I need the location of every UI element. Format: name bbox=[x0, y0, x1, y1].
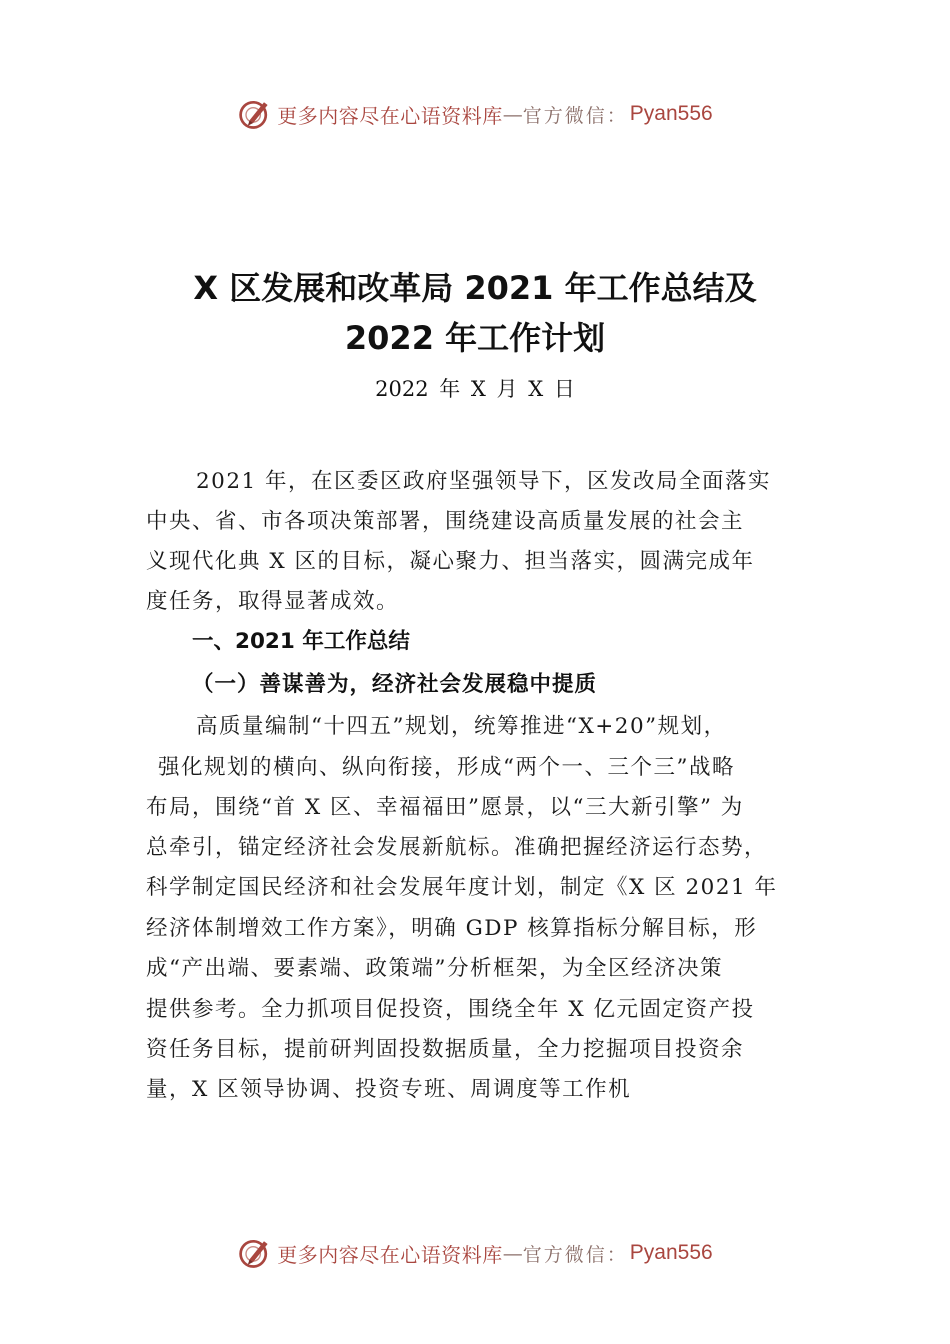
body-line: 资任务目标，提前研判固投数据质量，全力挖掘项目投资余 bbox=[146, 1037, 745, 1062]
banner-wechat-id: Pyan556 bbox=[629, 102, 713, 125]
header-watermark-banner bbox=[0, 94, 950, 134]
body-line: 提供参考。全力抓项目促投资，围绕全年 X 亿元固定资产投 bbox=[146, 997, 755, 1022]
banner-wechat-label: 官方微信： bbox=[522, 104, 628, 127]
intro-line: 2021 年，在区委区政府坚强领导下，区发改局全面落实 bbox=[196, 469, 772, 494]
body-line: 经济体制增效工作方案》，明确 GDP 核算指标分解目标，形 bbox=[146, 916, 758, 941]
pen-logo-icon bbox=[237, 1235, 273, 1271]
section-heading: 一、2021 年工作总结 bbox=[192, 629, 410, 654]
banner-wechat-id: Pyan556 bbox=[629, 1241, 713, 1264]
body-line: 量，X 区领导协调、投资专班、周调度等工作机 bbox=[146, 1077, 632, 1102]
intro-line: 中央、省、市各项决策部署，围绕建设高质量发展的社会主 bbox=[146, 509, 745, 534]
body-line: 科学制定国民经济和社会发展年度计划，制定《X 区 2021 年 bbox=[146, 875, 778, 900]
body-line: 强化规划的横向、纵向衔接，形成“两个一、三个三”战略 bbox=[158, 755, 735, 780]
banner-dash: — bbox=[502, 102, 523, 126]
intro-line: 度任务，取得显著成效。 bbox=[146, 589, 400, 614]
intro-line: 义现代化典 X 区的目标，凝心聚力、担当落实，圆满完成年 bbox=[146, 549, 755, 574]
banner-site-text: 更多内容尽在心语资料库 bbox=[277, 103, 503, 128]
footer-watermark-banner bbox=[0, 1233, 950, 1273]
document-title-line1: X 区发展和改革局 2021 年工作总结及 bbox=[193, 269, 757, 307]
body-line: 布局，围绕“首 X 区、幸福福田”愿景，以“三大新引擎” 为 bbox=[146, 795, 744, 820]
subsection-heading: （一）善谋善为，经济社会发展稳中提质 bbox=[192, 672, 598, 697]
body-line: 高质量编制“十四五”规划，统筹推进“X+20”规划， bbox=[196, 714, 727, 739]
body-line: 总牵引，锚定经济社会发展新航标。准确把握经济运行态势， bbox=[146, 835, 768, 860]
banner-site-text: 更多内容尽在心语资料库 bbox=[277, 1242, 503, 1267]
document-title-line2: 2022 年工作计划 bbox=[344, 319, 606, 357]
banner-dash: — bbox=[502, 1241, 523, 1265]
pen-logo-icon bbox=[237, 96, 273, 132]
document-date: 2022 年 X 月 X 日 bbox=[375, 377, 575, 401]
body-line: 成“产出端、要素端、政策端”分析框架，为全区经济决策 bbox=[146, 956, 723, 981]
banner-wechat-label: 官方微信： bbox=[522, 1243, 628, 1266]
